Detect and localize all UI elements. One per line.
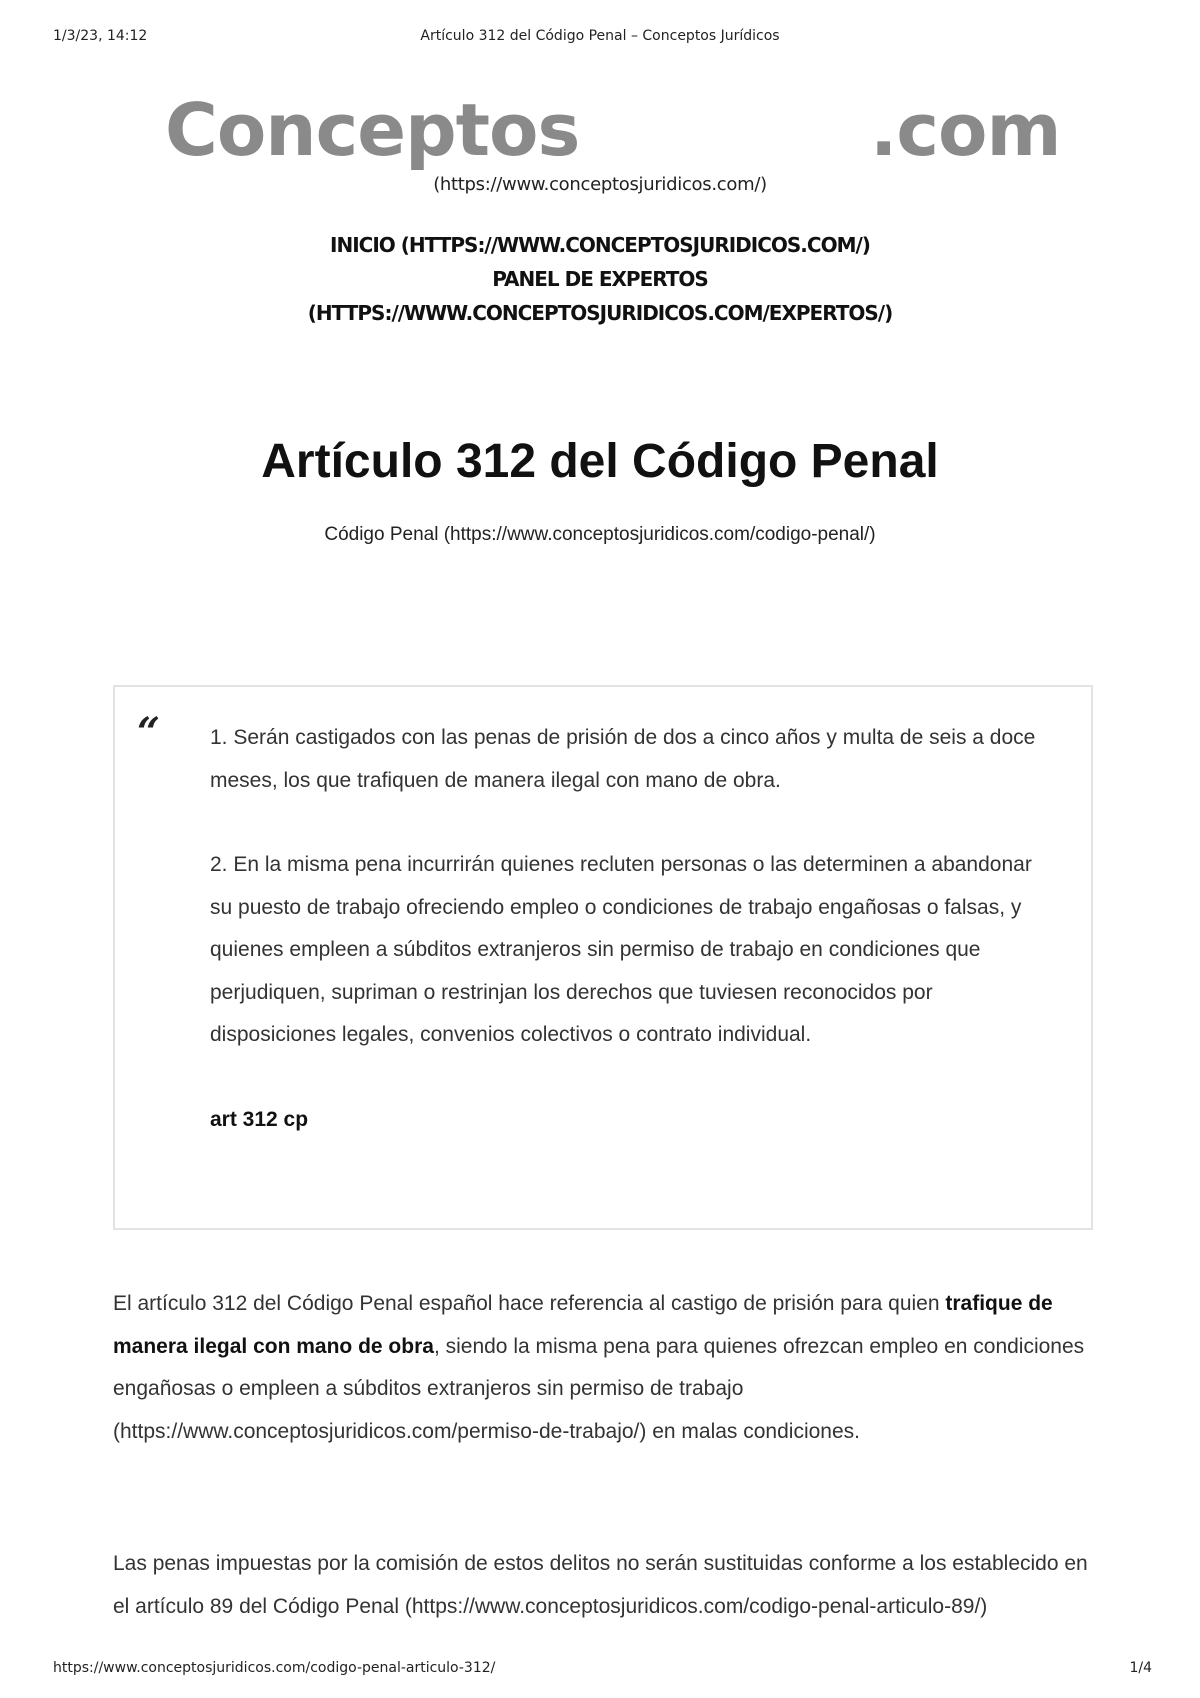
body-paragraph-1: [113, 1283, 1103, 1453]
article-quote: [113, 685, 1093, 1230]
nav-item-panel-de-expertos-url[interactable]: (HTTPS://WWW.CONCEPTOSJURIDICOS.COM/EXPERTOS/): [307, 301, 893, 325]
quote-paragraph-2: 2. En la misma pena incurrirán quienes recluten personas o las determinen a abandonar su puesto de trabajo ofreciendo empleo o condiciones de trabajo engañosas o falsas, y quienes empleen a súbditos extranjeros sin permiso de trabajo en condiciones que perjudiquen, supriman o restrinjan los derechos que tuviesen reconocidos por disposiciones legales, convenios colectivos o contrato individual.: [210, 853, 1032, 1046]
main-nav: [0, 228, 1200, 330]
print-page-number: 1/4: [1129, 1660, 1152, 1676]
body-paragraph-1-bold: trafique de manera ilegal con mano de obra: [113, 1292, 1053, 1358]
print-url: https://www.conceptosjuridicos.com/codigo-penal-articulo-312/: [53, 1660, 496, 1676]
print-datetime: 1/3/23, 14:12: [53, 28, 148, 44]
page-title: Artículo 312 del Código Penal: [261, 435, 939, 488]
category-link[interactable]: Código Penal (https://www.conceptosjuridicos.com/codigo-penal/): [324, 524, 876, 545]
nav-item-inicio[interactable]: INICIO (HTTPS://WWW.CONCEPTOSJURIDICOS.COM/): [330, 233, 870, 257]
quote-mark-icon: “: [137, 709, 161, 756]
print-page-title: Artículo 312 del Código Penal – Conceptos Jurídicos: [420, 28, 780, 44]
body-paragraph-1-end[interactable]: , siendo la misma pena para quienes ofrezcan empleo en condiciones engañosas o empleen a súbditos extranjeros sin permiso de trabajo (https://www.conceptosjuridicos.com/permiso-de-trabajo/) en malas condiciones.: [113, 1334, 1085, 1443]
print-footer: [0, 1660, 1200, 1680]
print-header: [0, 28, 1200, 48]
quote-text: [210, 717, 1050, 1183]
body-paragraph-2[interactable]: Las penas impuestas por la comisión de estos delitos no serán sustituidas conforme a los establecido en el artículo 89 del Código Penal (https://www.conceptosjuridicos.com/codigo-penal-articulo-89/): [113, 1552, 1088, 1618]
logo-word-right: .com: [870, 88, 1061, 172]
quote-paragraph-1: 1. Serán castigados con las penas de prisión de dos a cinco años y multa de seis a doce meses, los que trafiquen de manera ilegal con mano de obra.: [210, 726, 1036, 792]
logo-link-url[interactable]: (https://www.conceptosjuridicos.com/): [433, 174, 767, 195]
site-logo[interactable]: [0, 88, 1200, 172]
logo-word-left: Conceptos: [165, 88, 580, 172]
body-paragraph-1-start: El artículo 312 del Código Penal español hace referencia al castigo de prisión para quien: [113, 1292, 946, 1315]
nav-item-panel-de-expertos[interactable]: PANEL DE EXPERTOS: [492, 267, 708, 291]
quote-reference: art 312 cp: [210, 1107, 309, 1131]
